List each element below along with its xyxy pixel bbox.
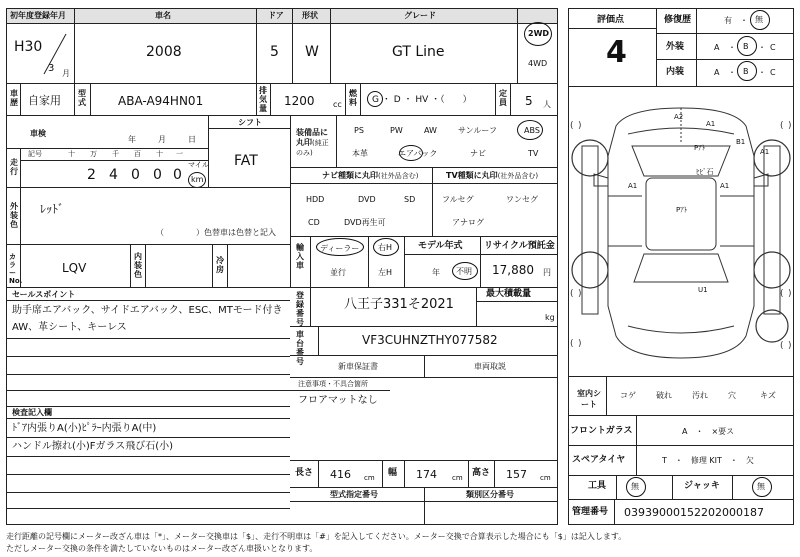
cooler-label: 冷房 xyxy=(216,256,224,274)
grade-value: GT Line xyxy=(392,44,445,60)
odo-digit: 2 xyxy=(87,167,96,183)
abs-circle xyxy=(517,120,543,140)
drive-2wd: 2WD xyxy=(528,29,550,38)
height-label: 高さ xyxy=(472,468,491,478)
odo-unit: 十 xyxy=(68,150,75,158)
sales-line-1: 助手席エアバック、サイドエアバック、ESC、MTモード付き xyxy=(12,305,283,316)
int-dot2: ・ xyxy=(758,68,766,77)
svg-text:(: ( xyxy=(570,339,574,349)
name-label: 車名 xyxy=(155,11,171,20)
odo-digit: 4 xyxy=(109,167,118,183)
length-label: 長さ xyxy=(295,468,314,478)
color-no-label: カラーNo. xyxy=(9,253,23,285)
odo-unit: 一 xyxy=(176,150,183,158)
manual-label: 車両取説 xyxy=(474,362,506,371)
int-dot1: ・ xyxy=(728,68,736,77)
chassis-label: 車台番号 xyxy=(296,330,304,366)
color-note: （ ）色替車は色替と記入 xyxy=(156,228,276,237)
mark-a1-fr: A1 xyxy=(760,148,770,156)
odo-unit: 万 xyxy=(90,150,97,158)
car-name: 2008 xyxy=(146,44,182,60)
use-value: 自家用 xyxy=(28,94,61,107)
cap-value: 5 xyxy=(525,94,533,108)
odo-unit: 千 xyxy=(112,150,119,158)
import-lh: 左H xyxy=(378,268,393,277)
odo-km: km xyxy=(191,175,204,184)
cap-label: 定員 xyxy=(499,89,507,107)
shaken-day: 日 xyxy=(188,135,196,144)
spare-value: T ・ 修理 KIT ・ 欠 xyxy=(662,456,754,465)
svg-text:(: ( xyxy=(570,289,574,299)
odo-digit: 0 xyxy=(131,167,140,183)
repair-sep: ・ xyxy=(740,16,748,25)
odo-row-label: 記号 xyxy=(28,150,42,158)
svg-text:(: ( xyxy=(780,341,784,351)
class-no-label: 類別区分番号 xyxy=(466,490,514,499)
mark-a1-right: A1 xyxy=(720,182,730,190)
navi-item: HDD xyxy=(306,195,325,204)
reg-month: 3 xyxy=(48,63,55,74)
sheet-item: 破れ xyxy=(656,391,672,400)
equip-item: エアバック xyxy=(398,149,438,158)
repair-label: 修復歴 xyxy=(664,15,692,25)
score-label: 評価点 xyxy=(597,15,625,25)
svg-text:): ) xyxy=(788,341,792,351)
disp-unit: cc xyxy=(333,100,342,109)
disp-value: 1200 xyxy=(284,94,315,108)
notes-label: 注意事項・不具合箇所 xyxy=(298,380,368,388)
svg-text:(: ( xyxy=(780,121,784,131)
shaken-label: 車検 xyxy=(30,129,46,138)
ext-b: B xyxy=(743,42,749,51)
odo-digit: 0 xyxy=(173,167,182,183)
fuel-label: 燃料 xyxy=(349,89,357,107)
width-label: 幅 xyxy=(388,468,398,478)
interior-sheet-label: 室内シート xyxy=(577,389,601,409)
import-parallel: 並行 xyxy=(330,268,346,277)
sheet-item: キズ xyxy=(760,391,776,400)
width-unit: cm xyxy=(452,474,463,482)
import-dealer: ディーラー xyxy=(320,244,360,253)
int-label: 内装 xyxy=(666,67,685,77)
fuel-options: G ・ D ・ HV ・（ ） xyxy=(372,95,472,105)
height-unit: cm xyxy=(540,474,551,482)
import-dealer-circle xyxy=(316,238,364,256)
airbag-circle xyxy=(399,145,423,161)
mark-a2: A2 xyxy=(674,113,684,121)
chassis-value: VF3CUHNZTHY077582 xyxy=(362,333,498,347)
sheet-item: コゲ xyxy=(620,391,636,400)
use-label: 車歴 xyxy=(10,89,18,107)
equip-item: ABS xyxy=(524,126,540,135)
reg-era-year: H30 xyxy=(14,39,43,55)
svg-text:): ) xyxy=(788,289,792,299)
sales-line-2: AW、革シート、キーレス xyxy=(12,322,127,333)
equip-label: 装備品に丸印(純正のみ) xyxy=(296,128,329,157)
ext-dot2: ・ xyxy=(758,43,766,52)
regno-value: 八王子331そ2021 xyxy=(344,297,454,312)
odo-mile: マイル xyxy=(188,161,209,169)
ext-c: C xyxy=(770,43,776,52)
shaken-month: 月 xyxy=(158,135,166,144)
sheet-item: 汚れ xyxy=(692,391,708,400)
color-label: 外装色 xyxy=(10,202,18,229)
import-label: 輸入車 xyxy=(296,243,304,270)
navi-label: ナビ種類に丸印(社外品含む) xyxy=(322,171,419,180)
recycle-label: リサイクル預託金 xyxy=(484,241,555,251)
shape-label: 形状 xyxy=(302,11,318,20)
shape-value: W xyxy=(305,44,319,60)
int-b: B xyxy=(743,67,749,76)
model-year-year: 年 xyxy=(432,268,440,277)
odo-label: 走行 xyxy=(10,158,18,176)
door-value: 5 xyxy=(270,44,279,60)
regno-label: 登録番号 xyxy=(296,291,304,327)
equip-item: TV xyxy=(528,149,539,158)
maxload-unit: kg xyxy=(545,313,555,322)
shift-label: シフト xyxy=(238,118,262,127)
type-no-label: 型式指定番号 xyxy=(330,490,378,499)
interior-label: 内装色 xyxy=(134,252,142,279)
notes-value: フロアマットなし xyxy=(298,395,378,406)
mgmt-value: 0393900015220200018​7 xyxy=(624,506,764,519)
drive-4wd: 4WD xyxy=(528,59,548,68)
maxload-label: 最大積載量 xyxy=(486,289,532,299)
repair-no: 無 xyxy=(755,15,763,24)
sheet-item: 穴 xyxy=(728,391,736,400)
width-value: 174 xyxy=(416,468,437,481)
odo-unit: 百 xyxy=(134,150,141,158)
mgmt-label: 管理番号 xyxy=(572,507,609,517)
jack-value: 無 xyxy=(757,482,765,491)
repair-yes: 有 xyxy=(724,16,732,25)
navi-item: DVD再生可 xyxy=(344,218,386,227)
import-rh: 右H xyxy=(378,243,393,252)
svg-text:): ) xyxy=(788,121,792,131)
ext-a: A xyxy=(714,43,720,52)
height-value: 157 xyxy=(506,468,527,481)
navi-item: SD xyxy=(404,195,416,204)
grade-label: グレード xyxy=(404,11,436,20)
model-label: 型式 xyxy=(78,89,86,107)
footer-line-2: ただしメーター交換の条件を満たしていないものはメーター改ざん車扱いとなります。 xyxy=(6,544,318,553)
tv-item: アナログ xyxy=(452,218,484,227)
equip-item: ナビ xyxy=(470,149,486,158)
door-label: ドア xyxy=(268,11,284,20)
length-value: 416 xyxy=(330,468,351,481)
mark-b1: B1 xyxy=(736,138,746,146)
mark-chip: ﾋﾋﾞ石 xyxy=(696,168,714,176)
tv-item: ワンセグ xyxy=(506,195,538,204)
tools-value: 無 xyxy=(631,482,639,491)
int-a: A xyxy=(714,68,720,77)
tools-label: 工具 xyxy=(588,481,607,491)
front-glass-label: フロントガラス xyxy=(570,426,633,436)
navi-item: DVD xyxy=(358,195,376,204)
equip-item: AW xyxy=(424,126,437,135)
cap-unit: 人 xyxy=(543,100,551,109)
shaken-year: 年 xyxy=(128,135,136,144)
inspection-line-1: ﾄﾞｱ内張りA(小)ﾋﾟﾗｰ内張りA(中) xyxy=(12,423,157,434)
jack-label: ジャッキ xyxy=(684,481,720,491)
ext-dot1: ・ xyxy=(728,43,736,52)
mark-a1-hood: A1 xyxy=(706,120,716,128)
reg-month-unit: 月 xyxy=(62,69,70,78)
ext-label: 外装 xyxy=(666,42,685,52)
equip-item: PS xyxy=(354,126,364,135)
warranty-label: 新車保証書 xyxy=(338,362,378,371)
navi-item: CD xyxy=(308,218,320,227)
car-damage-diagram xyxy=(568,86,794,376)
disp-label: 排気量 xyxy=(259,86,267,113)
score-value: 4 xyxy=(606,35,627,70)
mark-p-ato-1: Pｱﾄ xyxy=(694,144,706,152)
svg-text:): ) xyxy=(578,339,582,349)
tv-label: TV種類に丸印(社外品含む) xyxy=(446,171,539,180)
int-c: C xyxy=(770,68,776,77)
footer-line-1: 走行距離の記号欄にメーター改ざん車は「*」、メーター交換車は「$」、走行不明車は「#」を記入してください。メーター交換で合算表示した場合にも「$」は記入します。 xyxy=(6,532,627,541)
mark-u1: U1 xyxy=(698,286,708,294)
svg-text:): ) xyxy=(578,121,582,131)
inspection-line-2: ハンドル擦れ(小)Fガラス飛び石(小) xyxy=(12,441,174,452)
equip-item: サンルーフ xyxy=(458,126,497,135)
equip-item: PW xyxy=(390,126,403,135)
recycle-unit: 円 xyxy=(543,268,551,277)
front-glass-value: A ・ ×要ス xyxy=(682,427,735,436)
recycle-value: 17,880 xyxy=(492,263,534,277)
odo-digit: 0 xyxy=(153,167,162,183)
model-value: ABA-A94HN01 xyxy=(118,94,204,108)
tv-item: フルセグ xyxy=(442,195,474,204)
svg-text:): ) xyxy=(578,289,582,299)
model-year-unknown: 不明 xyxy=(456,267,472,276)
spare-label: スペアタイヤ xyxy=(572,455,626,465)
inspection-label: 検査記入欄 xyxy=(12,408,52,417)
mark-p-ato-2: Pｱﾄ xyxy=(676,206,688,214)
shift-value: FAT xyxy=(234,153,258,169)
color-value: ﾚｯﾄﾞ xyxy=(40,202,65,216)
svg-text:(: ( xyxy=(570,121,574,131)
odo-unit: 十 xyxy=(156,150,163,158)
model-year-label: モデル年式 xyxy=(418,241,463,251)
color-no-value: LQV xyxy=(62,261,87,275)
equip-item: 本革 xyxy=(352,149,368,158)
svg-text:(: ( xyxy=(780,289,784,299)
mark-a1-left: A1 xyxy=(628,182,638,190)
length-unit: cm xyxy=(364,474,375,482)
sales-label: セールスポイント xyxy=(12,290,76,299)
reg-label: 初年度登録年月 xyxy=(10,11,66,20)
